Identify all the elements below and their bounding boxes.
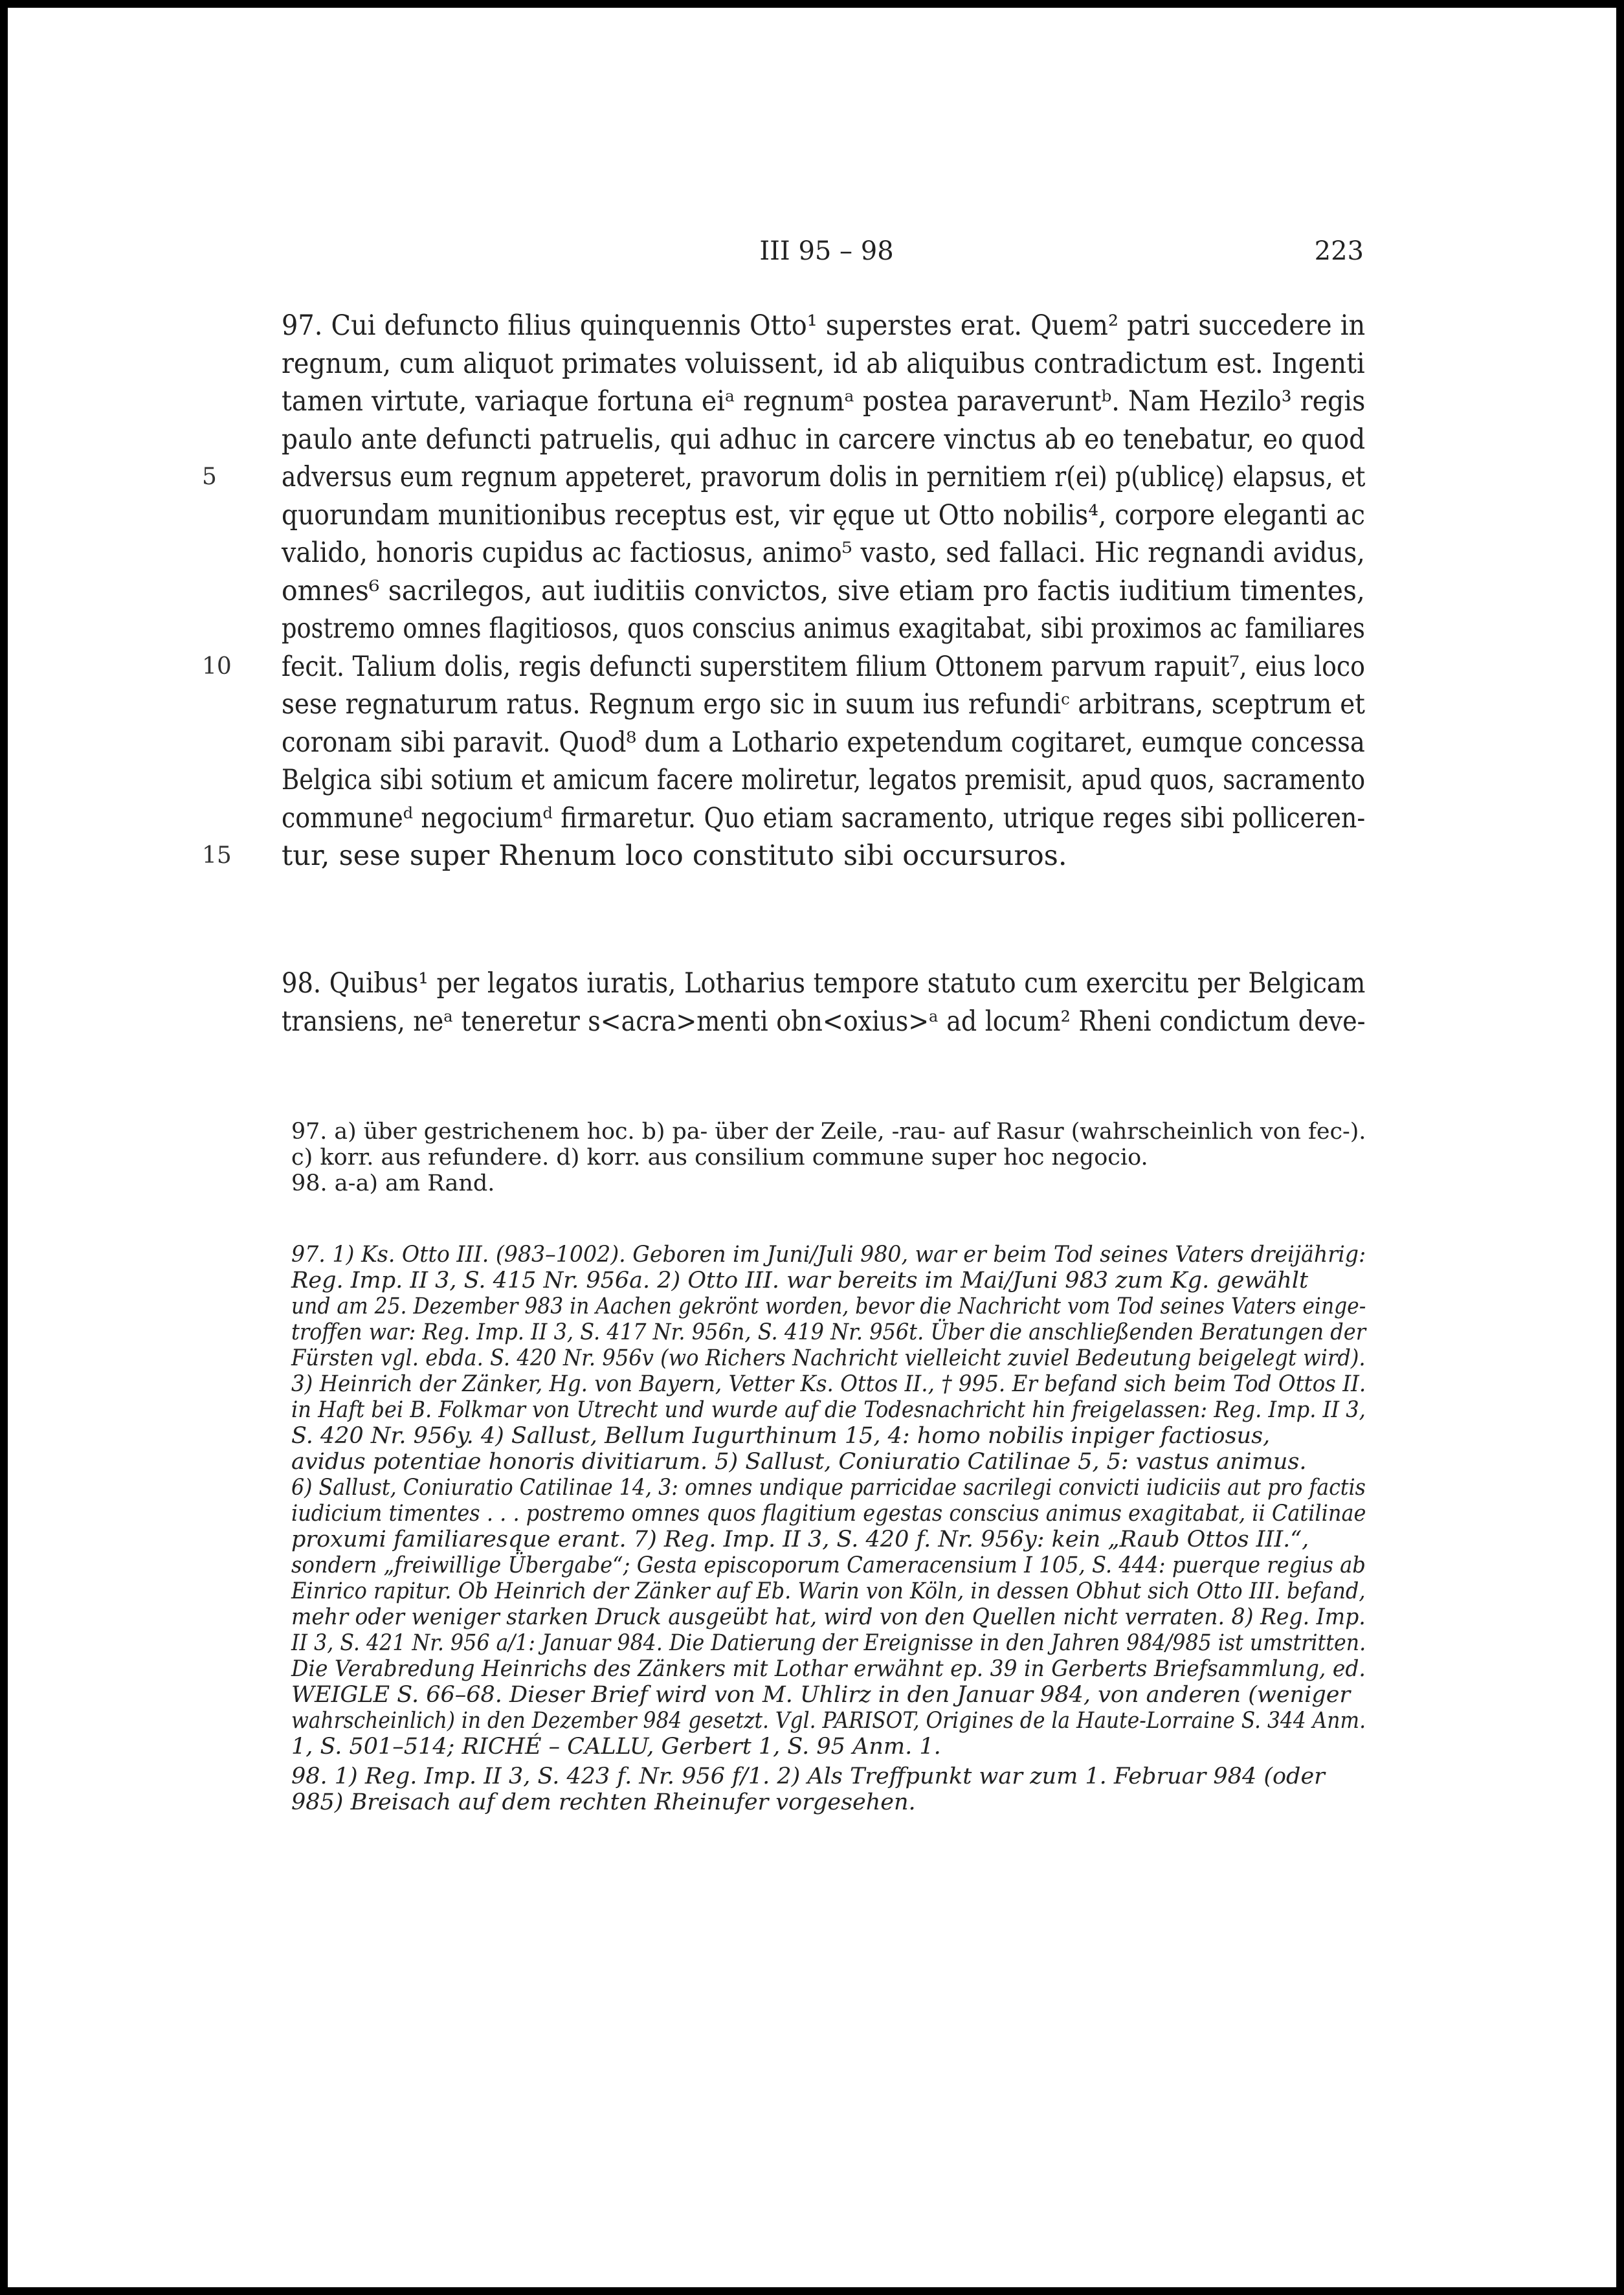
commentary-line: mehr oder weniger starken Druck ausgeübt hat, wird von den Quellen nicht verraten. 8) Reg. Imp. [291,1604,1366,1630]
text-line: 97. Cui defuncto filius quinquennis Otto¹ superstes erat. Quem² patri succedere in [282,309,1366,342]
critical-note-line: c) korr. aus refundere. d) korr. aus consilium commune super hoc negocio. [291,1145,1148,1170]
commentary-line: 1, S. 501–514; RICHÉ – CALLU, Gerbert 1, S. 95 Anm. 1. [291,1734,941,1760]
text-line: fecit. Talium dolis, regis defuncti superstitem filium Ottonem parvum rapuit⁷, eius loco [282,650,1365,683]
text-line: 98. Quibus¹ per legatos iuratis, Lotharius tempore statuto cum exercitu per Belgicam [282,967,1366,1000]
text-line: sese regnaturum ratus. Regnum ergo sic in suum ius refundiᶜ arbitrans, sceptrum et [282,688,1365,721]
text-line: tur, sese super Rhenum loco constituto sibi occursuros. [282,840,1067,872]
chapter-97-text [282,307,1365,875]
critical-note-line: 97. a) über gestrichenem hoc. b) pa- über der Zeile, -rau- auf Rasur (wahrscheinlich von fec-). [291,1119,1366,1145]
text-line: regnum, cum aliquot primates voluissent, id ab aliquibus contradictum est. Ingenti [282,347,1365,380]
commentary-line: troffen war: Reg. Imp. II 3, S. 417 Nr. 956n, S. 419 Nr. 956t. Über die anschließenden Beratungen der [291,1319,1366,1345]
text-line: coronam sibi paravit. Quod⁸ dum a Lothario expetendum cogitaret, eumque concessa [282,726,1365,759]
commentary-notes [291,1242,1366,1815]
commentary-line: 97. 1) Ks. Otto III. (983–1002). Geboren im Juni/Juli 980, war er beim Tod seines Vaters dreijährig: [291,1242,1366,1268]
commentary-line: Reg. Imp. II 3, S. 415 Nr. 956a. 2) Otto III. war bereits im Mai/Juni 983 zum Kg. gewählt [291,1268,1309,1293]
commentary-line: 985) Breisach auf dem rechten Rheinufer vorgesehen. [291,1789,916,1815]
text-line: valido, honoris cupidus ac factiosus, animo⁵ vasto, sed fallaci. Hic regnandi avidus, [282,537,1365,569]
commentary-line: Fürsten vgl. ebda. S. 420 Nr. 956v (wo Richers Nachricht vielleicht zuviel Bedeutung beigelegt wird). [291,1345,1366,1371]
text-line: adversus eum regnum appeteret, pravorum dolis in pernitiem r(ei) p(ublicę) elapsus, et [282,461,1366,493]
commentary-line: in Haft bei B. Folkmar von Utrecht und wurde auf die Todesnachricht hin freigelassen: Reg. Imp. II 3, [291,1397,1366,1423]
commentary-line: S. 420 Nr. 956y. 4) Sallust, Bellum Iugurthinum 15, 4: homo nobilis inpiger factiosus, [291,1423,1271,1449]
commentary-line: 98. 1) Reg. Imp. II 3, S. 423 f. Nr. 956 f/1. 2) Als Treffpunkt war zum 1. Februar 984 (oder [291,1763,1325,1789]
commentary-line: avidus potentiae honoris divitiarum. 5) Sallust, Coniuratio Catilinae 5, 5: vastus animus. [291,1449,1307,1475]
commentary-line: und am 25. Dezember 983 in Aachen gekrönt worden, bevor die Nachricht vom Tod seines Vaters einge- [291,1293,1366,1319]
critical-note-line: 98. a-a) am Rand. [291,1170,495,1196]
commentary-line: proxumi familiaresque erant. 7) Reg. Imp. II 3, S. 420 f. Nr. 956y: kein „Raub Ottos III.“, [291,1527,1309,1552]
commentary-line: wahrscheinlich) in den Dezember 984 gesetzt. Vgl. PARISOT, Origines de la Haute-Lorraine S. 344 Anm. [291,1708,1366,1734]
text-line: postremo omnes flagitiosos, quos conscius animus exagitabat, sibi proximos ac familiares [282,612,1365,645]
line-number: 10 [202,653,232,680]
commentary-line: 6) Sallust, Coniuratio Catilinae 14, 3: omnes undique parricidae sacrilegi convicti iudiciis aut pro factis [291,1475,1366,1501]
text-line: omnes⁶ sacrilegos, aut iuditiis convictos, sive etiam pro factis iuditium timentes, [282,574,1365,607]
line-number: 5 [202,464,217,490]
commentary-line: Die Verabredung Heinrichs des Zänkers mit Lothar erwähnt ep. 39 in Gerberts Briefsammlung, ed. [291,1656,1366,1682]
commentary-line: sondern „freiwillige Übergabe“; Gesta episcoporum Cameracensium I 105, S. 444: puerque regius ab [291,1552,1366,1578]
text-line: paulo ante defuncti patruelis, qui adhuc in carcere vinctus ab eo tenebatur, eo quod [282,423,1366,456]
page-number: 223 [1314,236,1364,266]
text-line: Belgica sibi sotium et amicum facere moliretur, legatos premisit, apud quos, sacramento [282,764,1366,796]
commentary-line: 3) Heinrich der Zänker, Hg. von Bayern, Vetter Ks. Ottos II., † 995. Er befand sich beim Tod Ottos II. [291,1371,1366,1397]
page-header [289,232,1364,277]
running-head: III 95 – 98 [759,236,894,266]
commentary-line: iudicium timentes . . . postremo omnes quos flagitium egestas conscius animus exagitabat, ii Catilinae [291,1501,1366,1527]
line-number: 15 [202,842,232,869]
commentary-line: Einrico rapitur. Ob Heinrich der Zänker auf Eb. Warin von Köln, in dessen Obhut sich Otto III. befand, [291,1578,1366,1604]
critical-apparatus [291,1119,1366,1196]
document-page [8,8,1616,2287]
commentary-line: II 3, S. 421 Nr. 956 a/1: Januar 984. Die Datierung der Ereignisse in den Jahren 984/985 ist umstritten. [291,1630,1366,1656]
text-line: communeᵈ negociumᵈ firmaretur. Quo etiam sacramento, utrique reges sibi polliceren- [282,801,1366,834]
chapter-98-text [282,965,1365,1040]
text-line: transiens, neᵃ teneretur s<acra>menti obn<oxius>ᵃ ad locum² Rheni condictum deve- [282,1005,1366,1038]
commentary-line: WEIGLE S. 66–68. Dieser Brief wird von M. Uhlirz in den Januar 984, von anderen (weniger [291,1682,1351,1708]
text-line: quorundam munitionibus receptus est, vir ęque ut Otto nobilis⁴, corpore eleganti ac [282,498,1365,532]
text-line: tamen virtute, variaque fortuna eiᵃ regnumᵃ postea paraveruntᵇ. Nam Hezilo³ regis [282,385,1366,418]
